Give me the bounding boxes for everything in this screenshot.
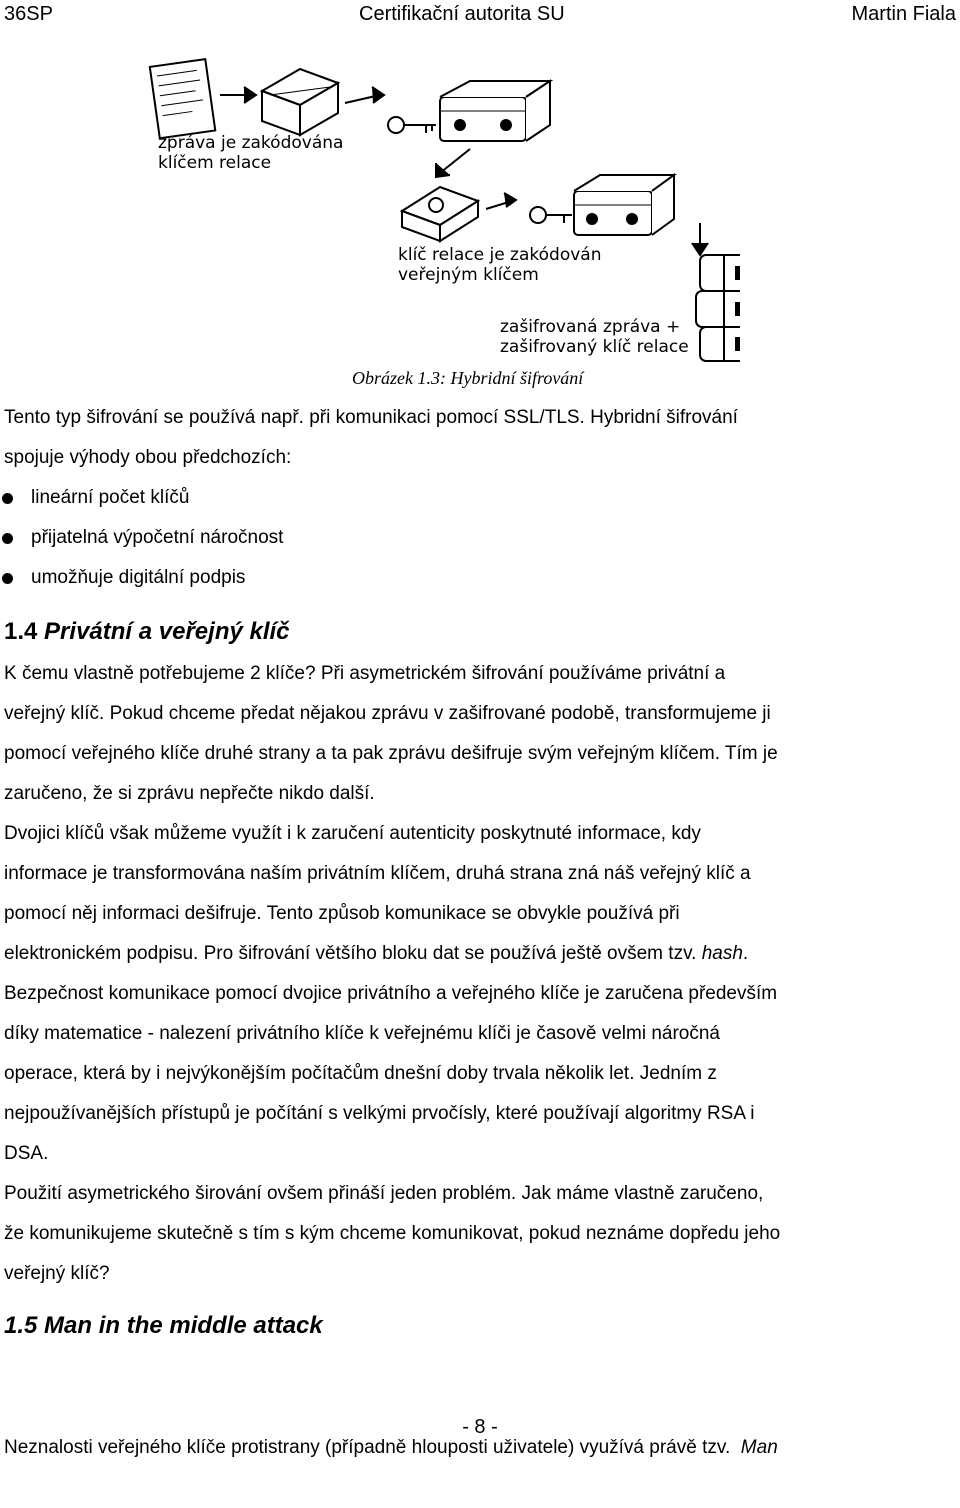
arrow-down-icon xyxy=(440,149,470,173)
bullet-dot-icon xyxy=(2,493,13,504)
open-suitcase-icon xyxy=(262,69,338,135)
paragraph xyxy=(4,974,956,1174)
key-icon xyxy=(530,207,572,223)
figure-label-session-key: klíč relace je zakódován veřejným klíčem xyxy=(398,245,602,285)
text-line: veřejný klíč? xyxy=(4,1263,110,1284)
paragraph xyxy=(4,654,956,814)
document-icon xyxy=(150,59,215,138)
bullet-text: umožňuje digitální podpis xyxy=(31,567,246,588)
figure-label-result: zašifrovaná zpráva + zašifrovaný klíč relace xyxy=(500,317,689,357)
bullet-dot-icon xyxy=(2,533,13,544)
header-center: Certifikační autorita SU xyxy=(359,3,565,25)
key-icon xyxy=(388,117,436,133)
text-line: spojuje výhody obou předchozích: xyxy=(4,447,292,468)
figure-caption: Obrázek 1.3: Hybridní šifrování xyxy=(352,368,584,388)
text-line: Dvojici klíčů však můžeme využít i k zaručení autenticity poskytnuté informace, kdy xyxy=(4,823,701,844)
page-number: - 8 - xyxy=(462,1416,498,1438)
text-line: K čemu vlastně potřebujeme 2 klíče? Při asymetrickém šifrování používáme privátní a xyxy=(4,663,726,684)
closed-suitcase-icon xyxy=(440,81,550,141)
intro-paragraph xyxy=(4,398,956,478)
text-line: díky matematice - nalezení privátního klíče k veřejnému klíči je časově velmi náročná xyxy=(4,1023,720,1044)
encrypted-bundle-icon xyxy=(696,255,740,361)
text-line: veřejný klíč. Pokud chceme předat nějakou zprávu v zašifrované podobě, transformujeme ji xyxy=(4,703,771,724)
text-line xyxy=(4,934,956,974)
text-run-italic: Man xyxy=(740,1437,778,1458)
text-line: že komunikujeme skutečně s tím s kým chceme komunikovat, pokud neznáme dopředu jeho xyxy=(4,1223,781,1244)
bullet-text: přijatelná výpočetní náročnost xyxy=(31,527,284,548)
text-line: DSA. xyxy=(4,1143,49,1164)
text-run: Neznalosti veřejného klíče protistrany (případně hlouposti uživatele) využívá právě tzv. xyxy=(4,1437,741,1458)
text-run: elektronickém podpisu. Pro šifrování většího bloku dat se používá ještě ovšem tzv. xyxy=(4,943,702,964)
paragraph xyxy=(4,1174,956,1294)
closed-suitcase-icon xyxy=(574,175,674,235)
text-line: Bezpečnost komunikace pomocí dvojice privátního a veřejného klíče je zaručena především xyxy=(4,983,778,1004)
header-left: 36SP xyxy=(4,3,53,25)
open-suitcase-icon xyxy=(402,187,478,241)
section-heading xyxy=(4,618,290,646)
text-line: pomocí veřejného klíče druhé strany a ta pak zprávu dešifruje svým veřejným klíčem. Tím je xyxy=(4,743,778,764)
bullet-text: lineární počet klíčů xyxy=(31,487,190,508)
bullet-dot-icon xyxy=(2,573,13,584)
text-line: zaručeno, že si zprávu nepřečte nikdo další. xyxy=(4,783,375,804)
text-line: Použití asymetrického širování ovšem přináší jeden problém. Jak máme vlastně zaručeno, xyxy=(4,1183,764,1204)
text-line: Tento typ šifrování se používá např. při komunikaci pomocí SSL/TLS. Hybridní šifrování xyxy=(4,407,738,428)
figure-label-message: zpráva je zakódována klíčem relace xyxy=(158,133,344,173)
hybrid-encryption-figure xyxy=(140,55,740,365)
text-line: operace, která by i nejvýkonějším počítačům dnešní doby trvala několik let. Jedním z xyxy=(4,1063,717,1084)
text-line: informace je transformována naším privátním klíčem, druhá strana zná náš veřejný klíč a xyxy=(4,863,751,884)
section-title: 1.5 Man in the middle attack xyxy=(4,1312,323,1339)
text-run-italic: hash xyxy=(701,943,743,964)
text-line: pomocí něj informaci dešifruje. Tento způsob komunikace se obvykle používá při xyxy=(4,903,680,924)
paragraph xyxy=(4,814,956,974)
text-line: nejpoužívanějších přístupů je počítání s velkými prvočísly, které používají algoritmy RSA i xyxy=(4,1103,755,1124)
section-number: 1.4 xyxy=(4,618,38,645)
section-title: Privátní a veřejný klíč xyxy=(44,618,290,645)
section-heading xyxy=(4,1312,323,1340)
text-run: . xyxy=(742,943,749,964)
header-right: Martin Fiala xyxy=(851,3,956,25)
